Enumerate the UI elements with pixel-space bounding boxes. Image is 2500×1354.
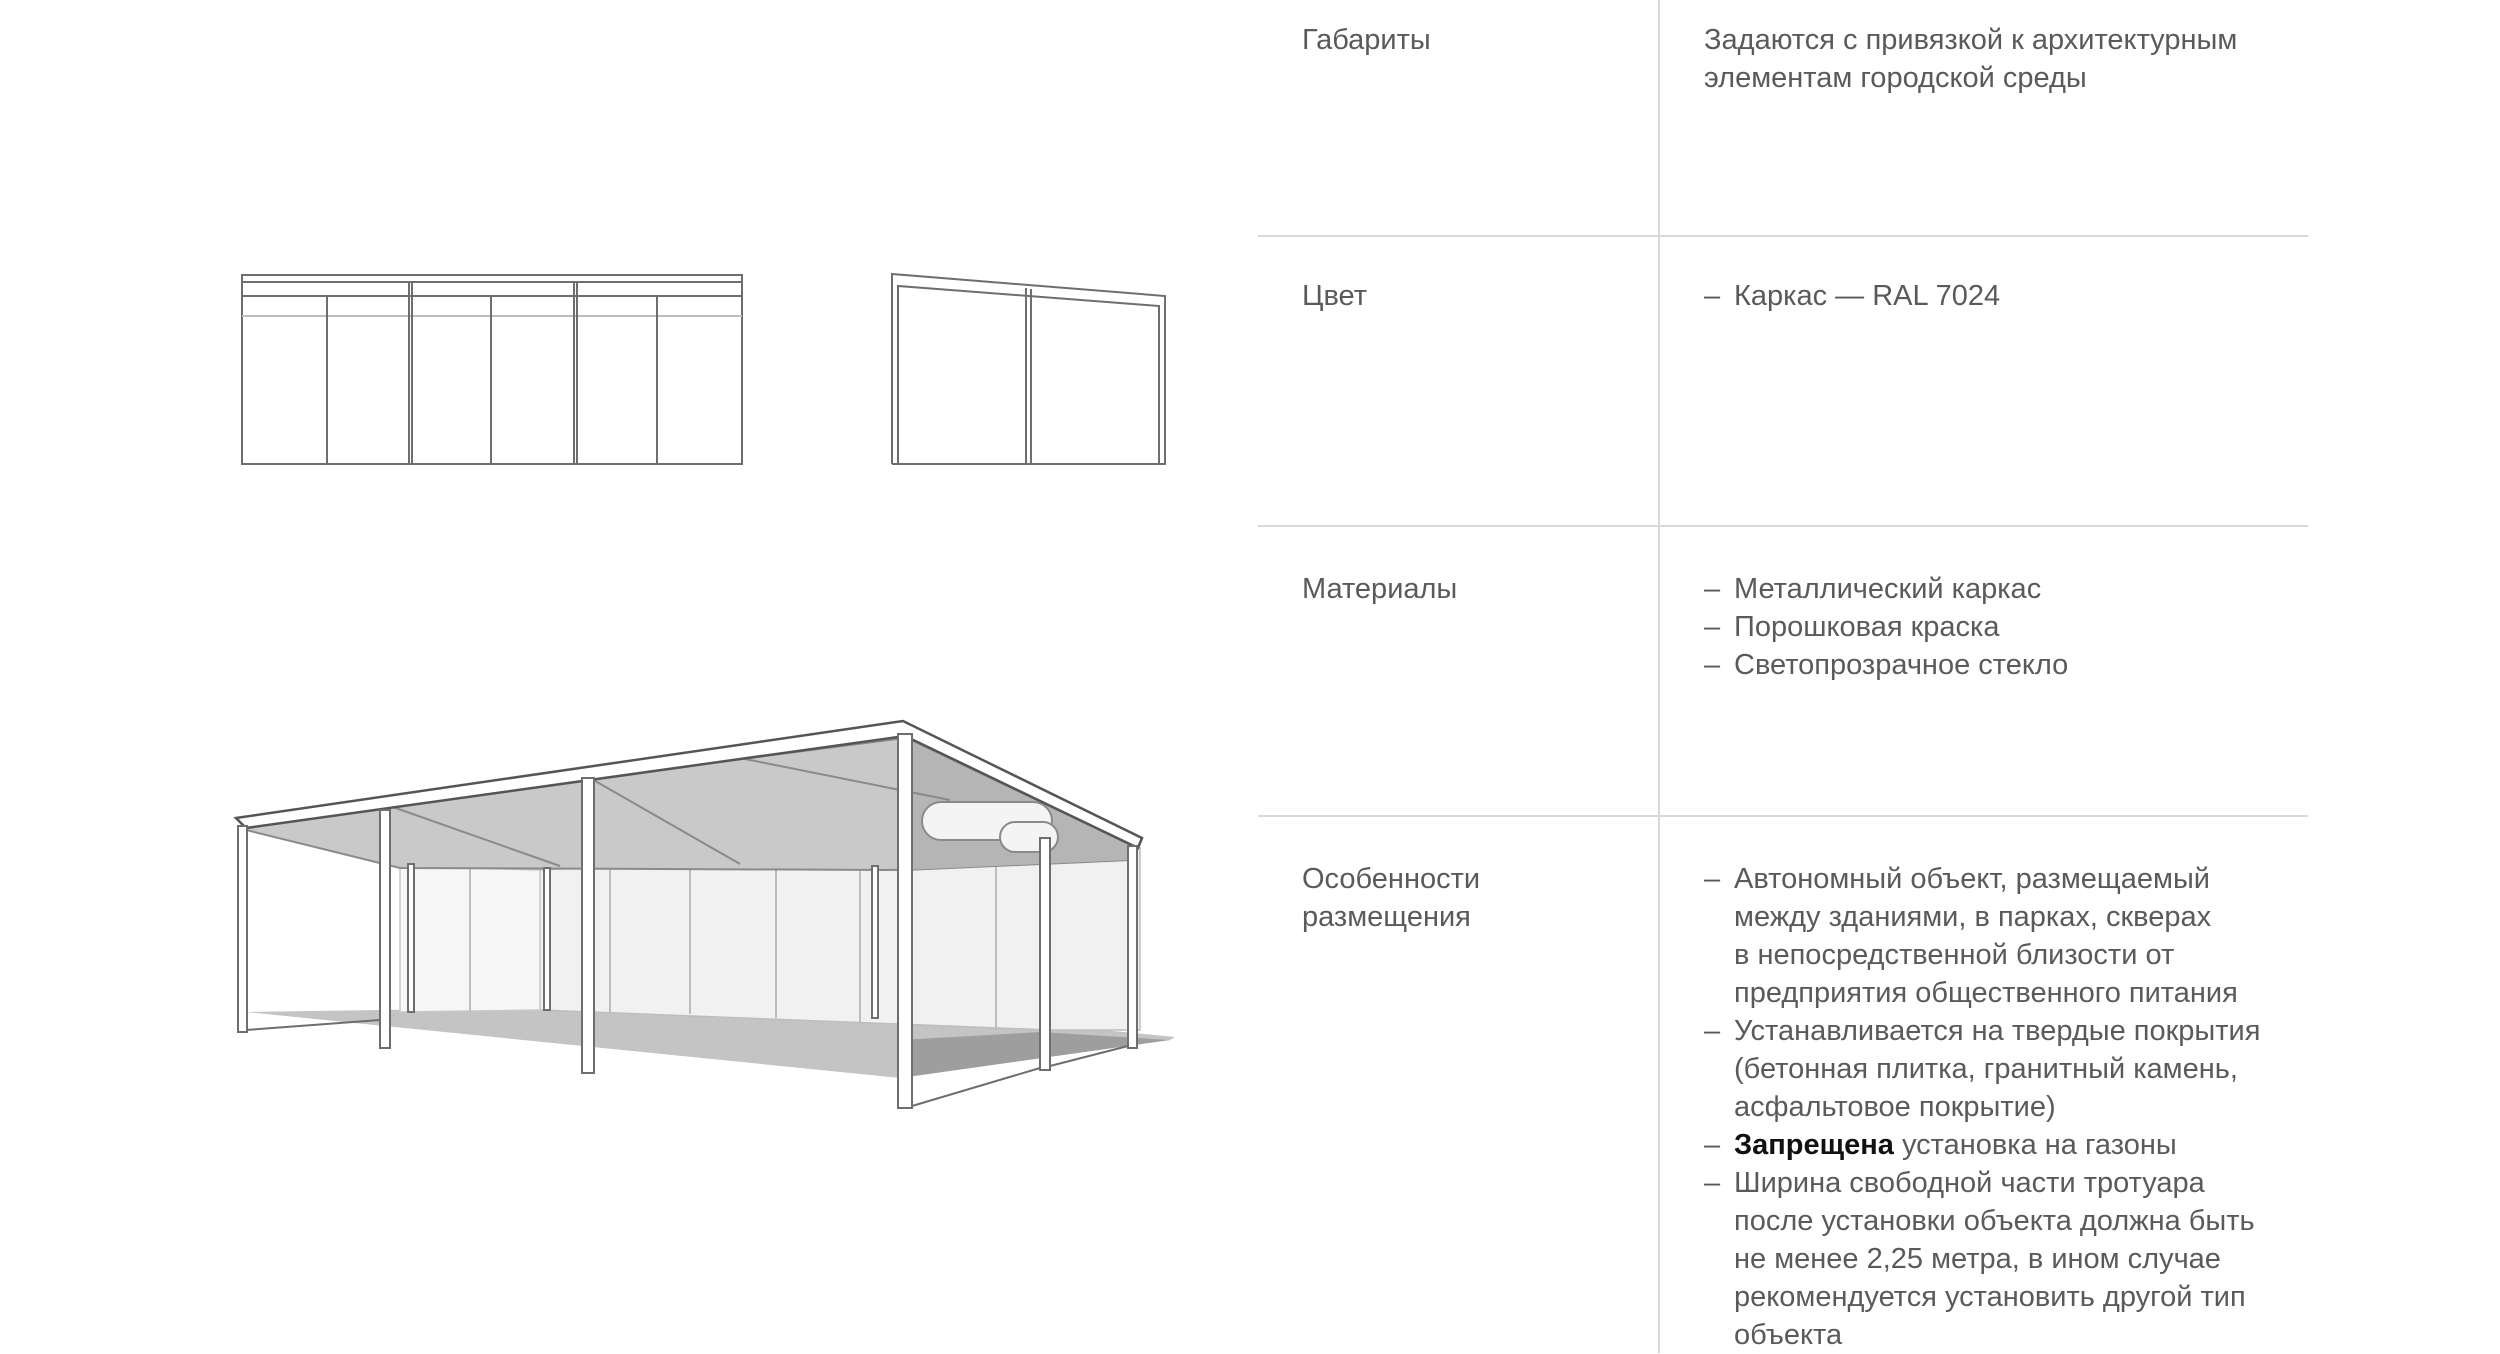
spec-value-placement: [1704, 860, 2304, 1354]
dash-marker: –: [1704, 280, 1721, 312]
spec-label-dimensions: Габариты: [1302, 24, 1431, 56]
dash-marker: –: [1704, 573, 1721, 605]
list-item-line: Автономный объект, размещаемый: [1734, 863, 2211, 895]
list-item: [1704, 277, 2304, 315]
label-line: Особенности: [1302, 863, 1481, 895]
list-item-line: Ширина свободной части тротуара: [1734, 1167, 2205, 1199]
list-item-line: Устанавливается на твердые покрытия: [1734, 1015, 2261, 1047]
list-item-text: Светопрозрачное стекло: [1734, 649, 2069, 681]
dash-marker: –: [1704, 1015, 1721, 1047]
list-item: [1704, 646, 2304, 684]
list-item: [1704, 570, 2304, 608]
list-item-line: предприятия общественного питания: [1734, 977, 2238, 1009]
spec-label-materials: Материалы: [1302, 573, 1458, 605]
list-item-line: рекомендуется установить другой тип: [1734, 1281, 2246, 1313]
label-line: размещения: [1302, 901, 1471, 933]
list-item: [1704, 1126, 2304, 1164]
row-divider: [1258, 815, 2308, 817]
spec-label-color: Цвет: [1302, 280, 1367, 312]
list-item-line: в непосредственной близости от: [1734, 939, 2175, 971]
spec-value-line: Задаются с привязкой к архитектурным: [1704, 24, 2238, 56]
list-item-line: (бетонная плитка, гранитный камень,: [1734, 1053, 2238, 1085]
row-divider: [1258, 525, 2308, 527]
list-item: [1704, 608, 2304, 646]
spec-value-color: [1704, 277, 2304, 315]
spec-row-materials: [1258, 525, 2308, 815]
list-item-text: Порошковая краска: [1734, 611, 2000, 643]
spec-label-placement: [1302, 860, 1480, 936]
list-item-line: между зданиями, в парках, скверах: [1734, 901, 2212, 933]
list-item-text: Каркас — RAL 7024: [1734, 280, 2001, 312]
front-elevation-drawing: [242, 275, 742, 464]
drawings-panel: [0, 0, 1250, 1353]
specification-table: [1258, 0, 2308, 1353]
spec-value-materials: [1704, 570, 2304, 684]
spec-row-color: [1258, 235, 2308, 525]
spec-value-line: элементам городской среды: [1704, 62, 2087, 94]
row-divider: [1258, 235, 2308, 237]
side-elevation-drawing: [892, 274, 1165, 464]
prohibited-emphasis: Запрещена: [1734, 1129, 1894, 1161]
list-item-text: установка на газоны: [1893, 1129, 2177, 1161]
list-item: [1704, 1012, 2304, 1126]
list-item-text: Металлический каркас: [1734, 573, 2042, 605]
list-item-line: асфальтовое покрытие): [1734, 1091, 2056, 1123]
spec-row-dimensions: [1258, 0, 2308, 235]
list-item-line: после установки объекта должна быть: [1734, 1205, 2255, 1237]
dash-marker: –: [1704, 649, 1721, 681]
list-item-line: не менее 2,25 метра, в ином случае: [1734, 1243, 2221, 1275]
pavilion-drawings: [0, 0, 1250, 1353]
list-item: [1704, 1164, 2304, 1354]
spec-value-dimensions: [1704, 21, 2304, 97]
dash-marker: –: [1704, 611, 1721, 643]
list-item: [1704, 860, 2304, 1012]
dash-marker: –: [1704, 1129, 1721, 1161]
dash-marker: –: [1704, 863, 1721, 895]
perspective-drawing: [236, 721, 1175, 1108]
list-item-line: объекта: [1734, 1319, 1843, 1351]
dash-marker: –: [1704, 1167, 1721, 1199]
spec-row-placement: [1258, 815, 2308, 1353]
